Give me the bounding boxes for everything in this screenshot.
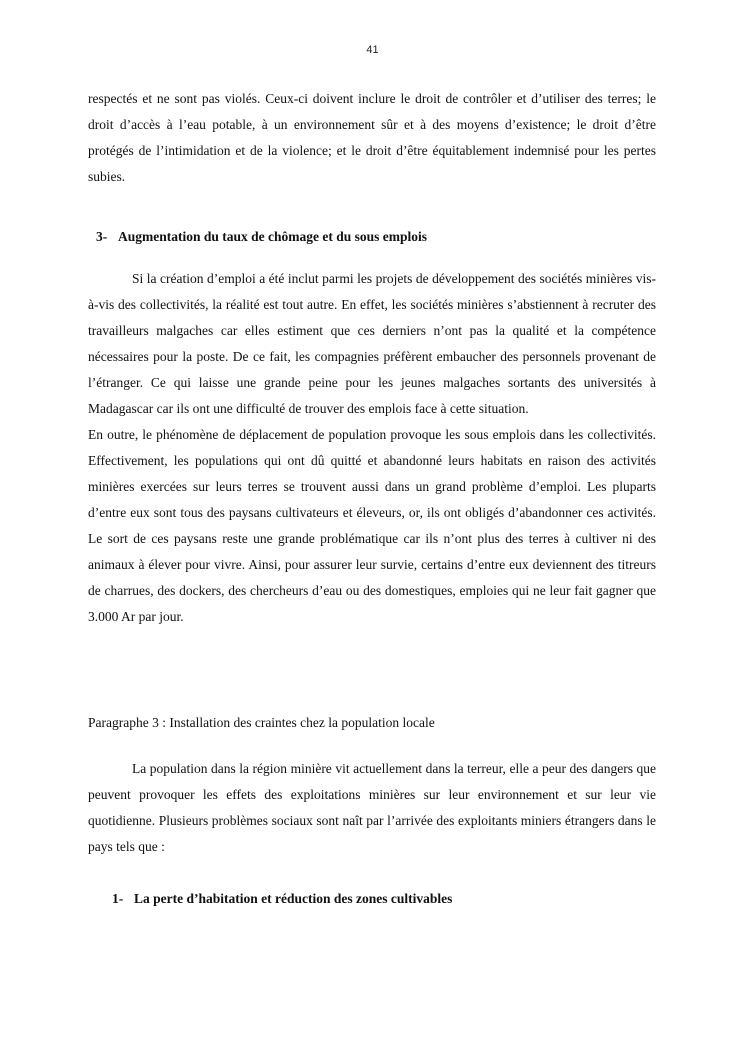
section-3-paragraph-2: En outre, le phénomène de déplacement de population provoque les sous emplois dans les collectivités. Effectivement, les populations qui ont dû quitté et abandonné leurs habitats en raison des activités minières exercées sur leurs terres se trouvent aussi dans un grand problème d’emploi. Les pluparts d’entre eux sont tous des paysans cultivateurs et éleveurs, or, ils ont obligés d’abandonner ces activités. Le sort de ces paysans reste une grande problématique car ils n’ont plus des terres à cultiver ni des animaux à élever pour vivre. Ainsi, pour assurer leur survie, certains d’entre eux deviennent des titreurs de charrues, des dockers, des chercheurs d’eau ou des domestiques, emploies qui ne leur fait gagner que 3.000 Ar par jour.	[88, 427, 656, 624]
section-1-title: La perte d’habitation et réduction des zones cultivables	[134, 891, 453, 906]
paragraph-3-body	[88, 756, 656, 860]
section-3-paragraph-1: Si la création d’emploi a été inclut parmi les projets de développement des sociétés minières vis-à-vis des collectivités, la réalité est tout autre. En effet, les sociétés minières s’abstiennent à recruter des travailleurs malgaches car elles estiment que ces derniers n’ont pas la qualité et la compétence nécessaires pour la poste. De ce fait, les compagnies préfèrent embaucher des personnels provenant de l’étranger. Ce qui laisse une grande peine pour les jeunes malgaches sortants des universités à Madagascar car ils ont une difficulté de trouver des emplois face à cette situation.	[88, 271, 656, 416]
section-3-number: 3-	[96, 229, 108, 244]
section-1-number: 1-	[112, 891, 124, 906]
paragraph-3-title: Paragraphe 3 : Installation des craintes chez la population locale	[88, 715, 435, 730]
section-3-title: Augmentation du taux de chômage et du sous emplois	[118, 229, 428, 244]
intro-block	[88, 86, 656, 190]
section-3-heading	[88, 224, 656, 250]
page-number: 41	[366, 44, 379, 56]
paragraph-3-heading	[88, 710, 656, 736]
paragraph-3-text: La population dans la région minière vit actuellement dans la terreur, elle a peur des dangers que peuvent provoquer les effets des exploitations minières sur leur environnement et sur leur vie quotidienne. Plusieurs problèmes sociaux sont naît par l’arrivée des exploitants miniers étrangers dans le pays tels que :	[88, 761, 656, 854]
intro-paragraph: respectés et ne sont pas violés. Ceux-ci doivent inclure le droit de contrôler et d’utiliser des terres; le droit d’accès à l’eau potable, à un environnement sûr et à des moyens d’existence; le droit d’être protégés de l’intimidation et de la violence; et le droit d’être équitablement indemnisé pour les pertes subies.	[88, 91, 656, 184]
section-3-body	[88, 266, 656, 630]
section-1-heading	[88, 886, 656, 912]
